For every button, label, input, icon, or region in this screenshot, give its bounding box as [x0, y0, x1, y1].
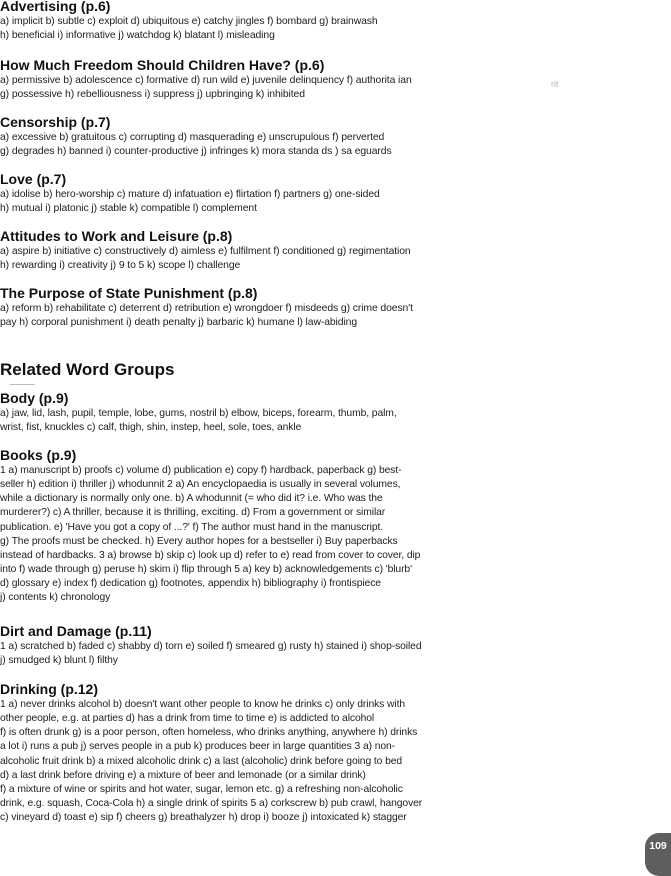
- section-work-leisure: [0, 227, 668, 273]
- answer-line: f) is often drunk g) is a poor person, often homeless, who drinks anything, anywhere h) drinks: [0, 727, 418, 739]
- answer-line: g) possessive h) rebelliousness i) suppress j) upbringing k) inhibited: [0, 89, 305, 101]
- answer-line: a) excessive b) gratuitous c) corrupting d) masquerading e) unscrupulous f) perverted: [0, 132, 385, 143]
- answer-line: a) idolise b) hero-worship c) mature d) infatuation e) flirtation f) partners g) one-sided: [0, 189, 380, 200]
- answer-line: g) The proofs must be checked. h) Every author hopes for a bestseller i) Buy paperbacks: [0, 535, 398, 547]
- section-drinking: [0, 680, 668, 825]
- section-heading: The Purpose of State Punishment (p.8): [0, 285, 258, 301]
- answer-line: while a dictionary is normally only one. b) A whodunnit (= who did it? i.e. Who was the: [0, 493, 383, 505]
- heading-underline: [10, 384, 35, 385]
- answer-line: murderer?) c) A thriller, because it is thrilling, exciting. d) From a government or similar: [0, 507, 386, 519]
- answer-line: f) a mixture of wine or spirits and hot water, sugar, lemon etc. g) a refreshing non-alcoholic: [0, 783, 403, 795]
- section-heading: Attitudes to Work and Leisure (p.8): [0, 228, 233, 244]
- section-advertising: [0, 0, 668, 43]
- answer-line: d) a last drink before driving e) a mixture of beer and lemonade (or a similar drink): [0, 769, 366, 781]
- section-heading: Drinking (p.12): [0, 681, 99, 697]
- answer-line: 1 a) scratched b) faded c) shabby d) torn e) soiled f) smeared g) rusty h) stained i) shop-soiled: [0, 641, 422, 652]
- answer-line: a) reform b) rehabilitate c) deterrent d) retribution e) wrongdoer f) misdeeds g) crime doesn't: [0, 303, 413, 314]
- answer-line: drink, e.g. squash, Coca-Cola h) a single drink of spirits 5 a) corkscrew b) pub crawl, hangover: [0, 798, 423, 810]
- related-word-groups-heading: Related Word Groups: [0, 360, 175, 379]
- stray-scan-mark: rit: [551, 79, 559, 89]
- answer-line: g) degrades h) banned i) counter-productive j) infringes k) mora standa ds ) sa eguards: [0, 146, 392, 158]
- section-freedom-children: [0, 56, 668, 102]
- section-body: [0, 389, 668, 435]
- answer-line: h) mutual i) platonic j) stable k) compatible l) complement: [0, 203, 257, 215]
- page-number-tab: [645, 833, 671, 876]
- answer-line: d) glossary e) index f) dedication g) footnotes, appendix h) bibliography i) frontispiece: [0, 578, 381, 590]
- answer-line: pay h) corporal punishment i) death penalty j) barbaric k) humane l) law-abiding: [0, 317, 358, 329]
- section-censorship: [0, 113, 668, 159]
- answer-line: seller h) edition i) thriller j) whodunnit 2 a) An encyclopaedia is usually in several volumes,: [0, 479, 401, 491]
- answer-line: h) beneficial i) informative j) watchdog k) blatant l) misleading: [0, 30, 275, 42]
- section-heading: Books (p.9): [0, 447, 77, 463]
- answer-line: a) aspire b) initiative c) constructively d) aimless e) fulfilment f) conditioned g) regimentation: [0, 246, 411, 257]
- answer-line: other people, e.g. at parties d) has a drink from time to time e) is addicted to alcohol: [0, 713, 375, 725]
- section-heading: Love (p.7): [0, 171, 67, 187]
- answer-line: wrist, fist, knuckles c) calf, thigh, shin, instep, heel, sole, toes, ankle: [0, 422, 302, 434]
- answer-line: a) permissive b) adolescence c) formative d) run wild e) juvenile delinquency f) authorita ian: [0, 75, 412, 86]
- page-number: 109: [649, 840, 667, 852]
- answer-line: alcoholic fruit drink b) a mixed alcoholic drink c) a last (alcoholic) drink before going to bed: [0, 755, 403, 767]
- answer-line: a lot i) runs a pub j) serves people in a pub k) produces beer in large quantities 3 a) non-: [0, 741, 396, 753]
- answer-line: a) implicit b) subtle c) exploit d) ubiquitous e) catchy jingles f) bombard g) brainwash: [0, 16, 378, 27]
- answer-line: a) jaw, lid, lash, pupil, temple, lobe, gums, nostril b) elbow, biceps, forearm, thumb, palm,: [0, 408, 397, 419]
- answer-line: j) smudged k) blunt l) filthy: [0, 655, 118, 667]
- answer-line: 1 a) never drinks alcohol b) doesn't want other people to know he drinks c) only drinks with: [0, 699, 406, 710]
- answer-line: publication. e) 'Have you got a copy of ...?' f) The author must hand in the manuscript.: [0, 521, 384, 533]
- section-heading: Censorship (p.7): [0, 114, 111, 130]
- answer-line: into f) wade through g) peruse h) skim i) flip through 5 a) key b) acknowledgements c) 'blurb': [0, 564, 412, 576]
- section-books: [0, 446, 668, 606]
- section-heading: Dirt and Damage (p.11): [0, 623, 152, 639]
- section-dirt-damage: [0, 622, 668, 668]
- answer-line: c) vineyard d) toast e) sip f) cheers g) breathalyzer h) drop i) booze j) intoxicated k) stagger: [0, 812, 407, 824]
- section-heading: Body (p.9): [0, 390, 69, 406]
- section-heading: How Much Freedom Should Children Have? (p.6): [0, 57, 325, 73]
- section-heading: Advertising (p.6): [0, 0, 111, 14]
- section-state-punishment: [0, 284, 668, 330]
- answer-line: instead of hardbacks. 3 a) browse b) skip c) look up d) refer to e) read from cover to cover, dip: [0, 549, 421, 561]
- answer-line: j) contents k) chronology: [0, 592, 111, 604]
- answer-line: h) rewarding i) creativity j) 9 to 5 k) scope l) challenge: [0, 260, 241, 272]
- section-love: [0, 170, 668, 216]
- answer-line: 1 a) manuscript b) proofs c) volume d) publication e) copy f) hardback, paperback g) best-: [0, 465, 402, 476]
